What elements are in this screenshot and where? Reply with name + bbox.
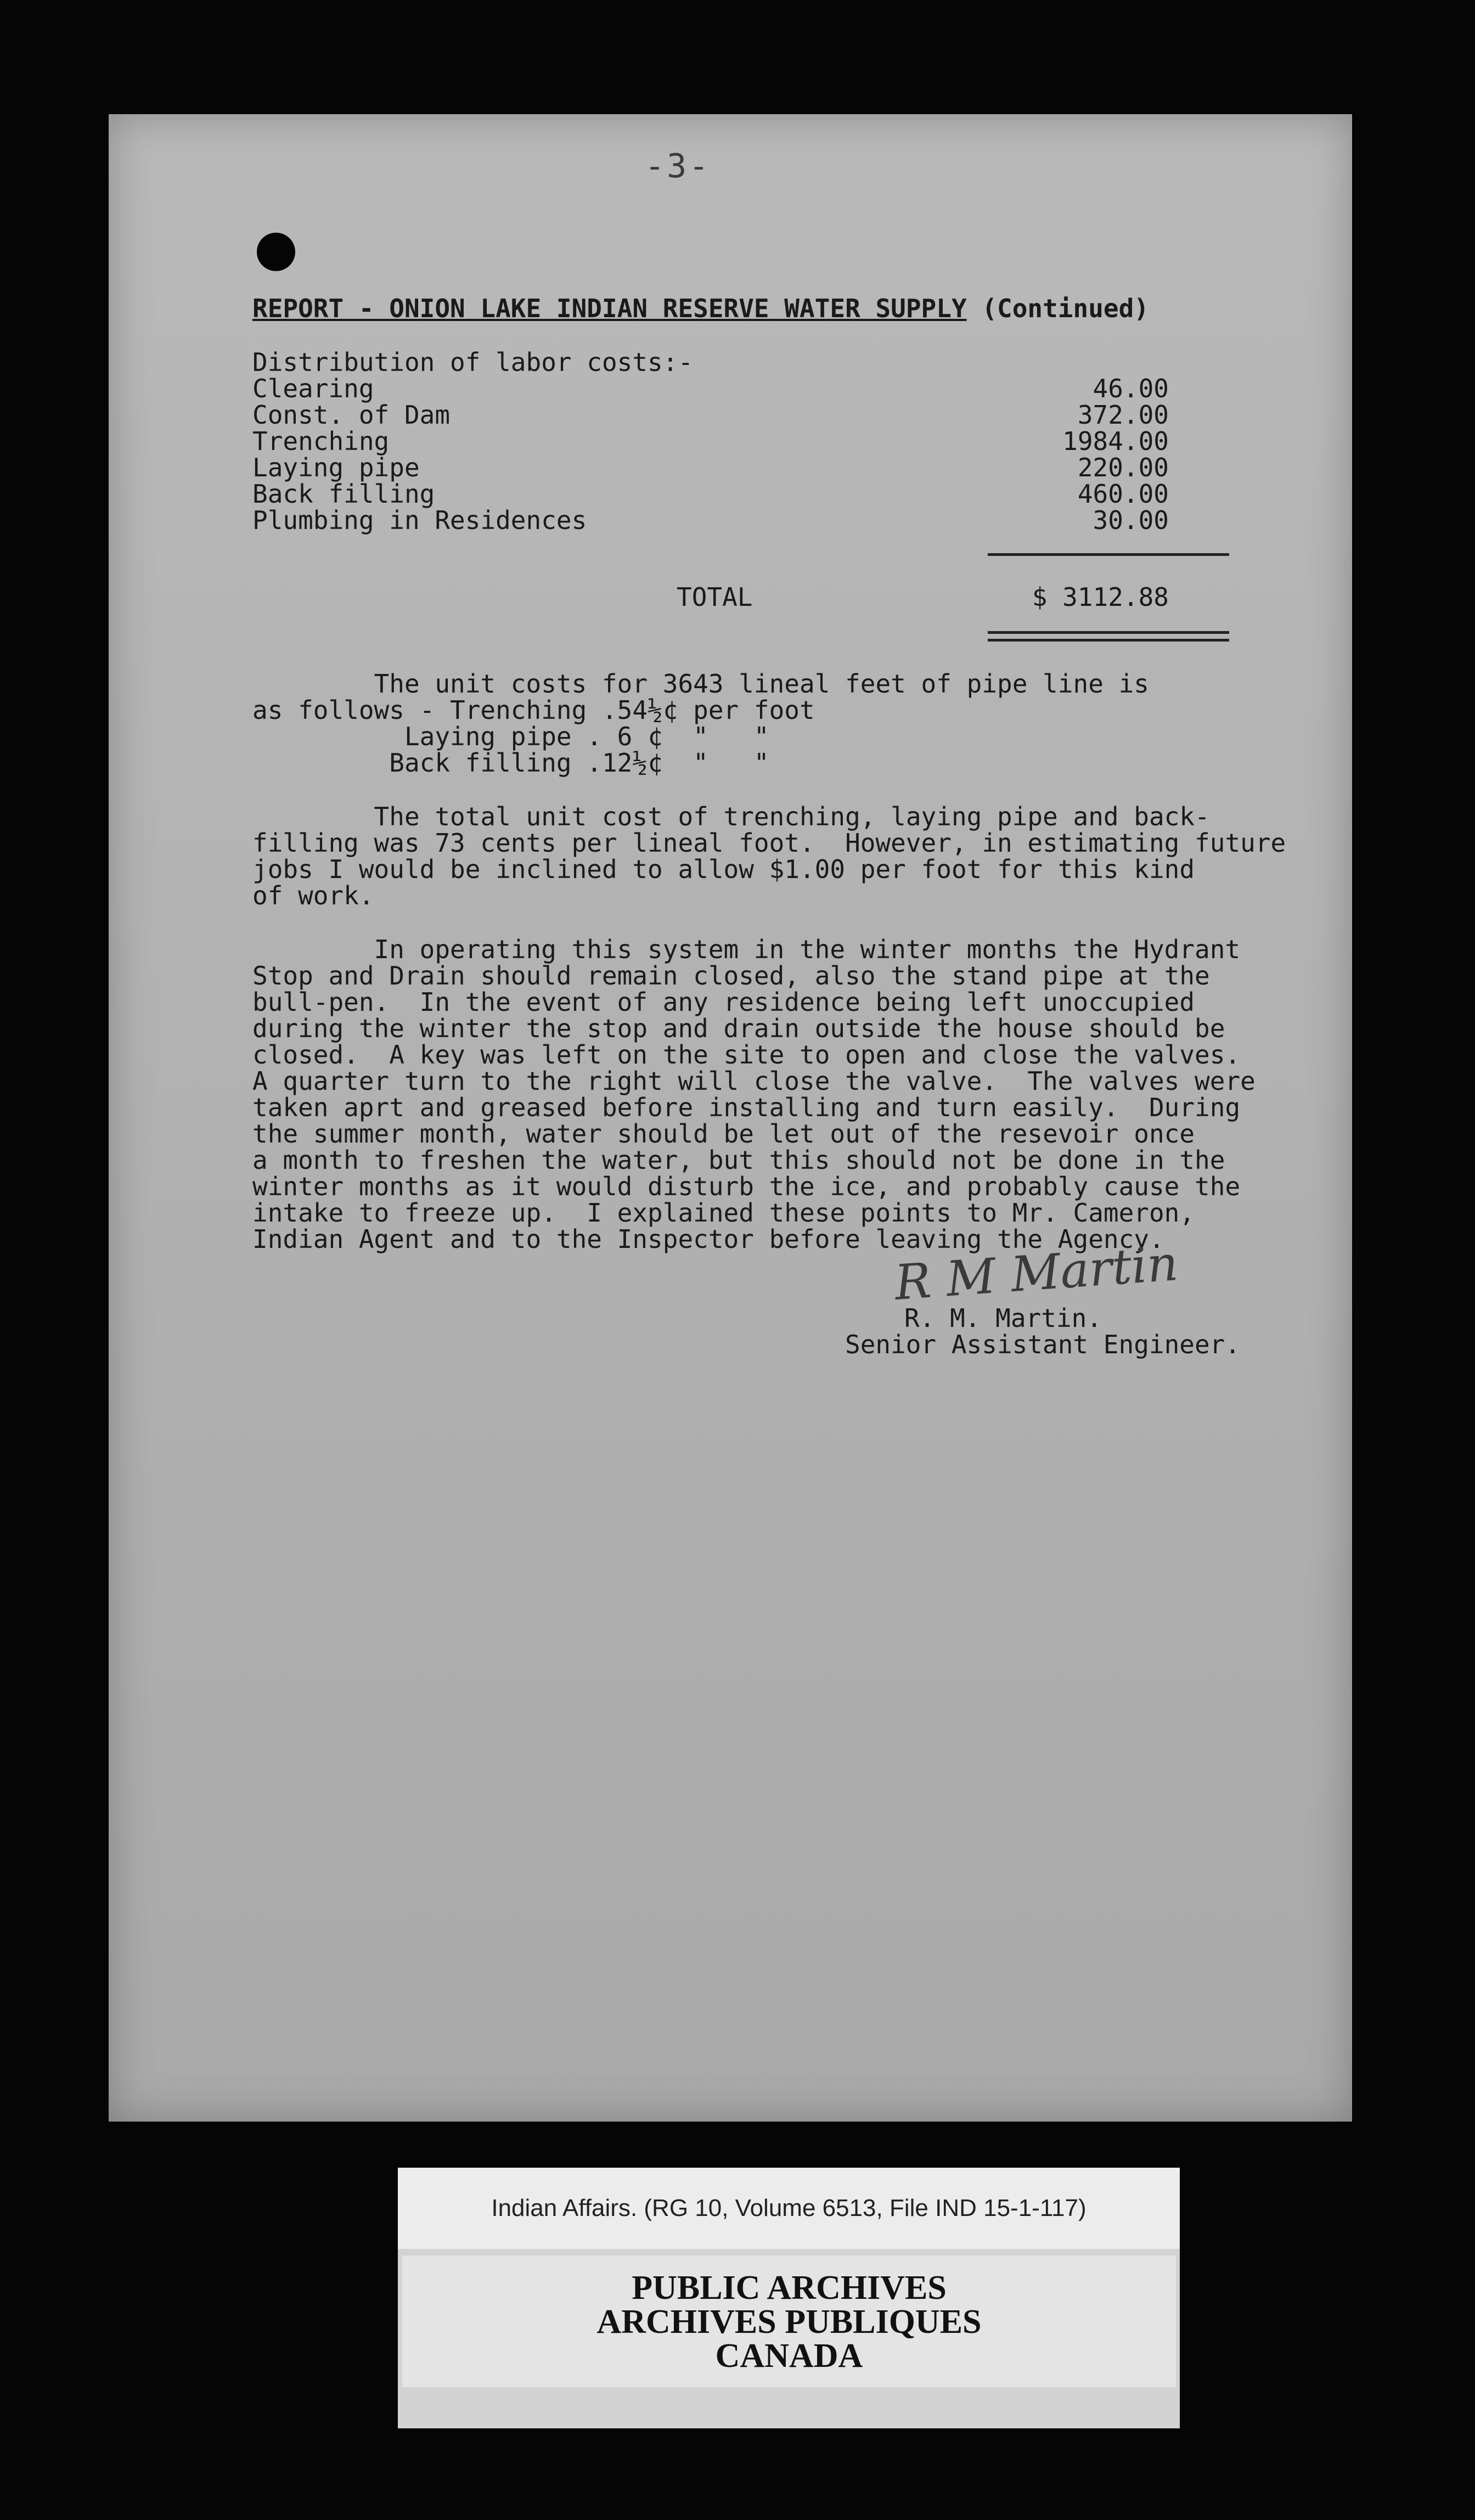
paragraph-line: a month to freshen the water, but this should not be done in the (252, 1145, 1225, 1175)
cost-item-label: Clearing (252, 374, 374, 403)
handwritten-signature: R M Martin (893, 1235, 1180, 1311)
paragraph-line: the summer month, water should be let out of the resevoir once (252, 1119, 1195, 1149)
paragraph-line: filling was 73 cents per lineal foot. However, in estimating future (252, 828, 1286, 858)
cost-item-value: 1984.00 (1062, 426, 1169, 456)
cost-item-label: Plumbing in Residences (252, 505, 587, 535)
paragraph-line: closed. A key was left on the site to open and close the valves. (252, 1040, 1241, 1070)
punch-hole (257, 233, 295, 271)
paragraph-line: A quarter turn to the right will close the valve. The valves were (252, 1066, 1256, 1096)
archive-stamp-line: CANADA (715, 2337, 863, 2375)
paragraph-line: during the winter the stop and drain outside the house should be (252, 1014, 1225, 1043)
paragraph-line: Stop and Drain should remain closed, also the stand pipe at the (252, 961, 1210, 991)
archive-stamp-line: PUBLIC ARCHIVES (632, 2269, 947, 2307)
paragraph-line: In operating this system in the winter months the Hydrant (252, 935, 1241, 964)
signatory-name: R. M. Martin. (904, 1303, 1102, 1333)
cost-item-value: 30.00 (1093, 505, 1169, 535)
paragraph-line: jobs I would be inclined to allow $1.00 per foot for this kind (252, 854, 1195, 884)
unit-cost-line: Back filling .12½¢ " " (252, 748, 769, 778)
total-rule-double-2 (988, 639, 1229, 642)
paragraph-line: taken aprt and greased before installing and turn easily. During (252, 1093, 1241, 1122)
unit-cost-line: The unit costs for 3643 lineal feet of pipe line is (252, 669, 1149, 699)
report-title-suffix: (Continued) (966, 294, 1149, 323)
paragraph-line: winter months as it would disturb the ice, and probably cause the (252, 1172, 1241, 1201)
paragraph-line: Indian Agent and to the Inspector before leaving the Agency. (252, 1224, 1164, 1254)
archive-reference: Indian Affairs. (RG 10, Volume 6513, File IND 15-1-117) (398, 2168, 1180, 2249)
unit-cost-line: as follows - Trenching .54½¢ per foot (252, 695, 815, 725)
paragraph-line: of work. (252, 881, 374, 910)
archive-label (398, 2168, 1180, 2428)
signatory-title: Senior Assistant Engineer. (845, 1330, 1241, 1359)
total-rule-double-1 (988, 631, 1229, 634)
archive-stamp (402, 2255, 1176, 2387)
archive-stamp-line: ARCHIVES PUBLIQUES (596, 2303, 982, 2341)
cost-item-value: 372.00 (1077, 400, 1169, 430)
cost-item-label: Trenching (252, 426, 390, 456)
cost-item-value: 220.00 (1077, 453, 1169, 482)
paragraph-line: bull-pen. In the event of any residence being left unoccupied (252, 987, 1195, 1017)
total-rule-top (988, 553, 1229, 556)
cost-item-label: Laying pipe (252, 453, 420, 482)
costs-heading: Distribution of labor costs:- (252, 347, 694, 377)
cost-item-value: 46.00 (1093, 374, 1169, 403)
cost-item-value: 460.00 (1077, 479, 1169, 509)
unit-cost-line: Laying pipe . 6 ¢ " " (252, 722, 769, 751)
total-label: TOTAL (677, 582, 753, 612)
cost-item-label: Back filling (252, 479, 435, 509)
total-value: $ 3112.88 (1032, 582, 1169, 612)
report-title-main: REPORT - ONION LAKE INDIAN RESERVE WATER SUPPLY (252, 294, 967, 323)
paragraph-line: intake to freeze up. I explained these points to Mr. Cameron, (252, 1198, 1195, 1228)
paragraph-line: The total unit cost of trenching, laying pipe and back- (252, 802, 1210, 831)
binder-tab (1353, 1125, 1369, 1180)
page-number: -3- (645, 147, 711, 185)
report-title (252, 295, 1149, 322)
cost-item-label: Const. of Dam (252, 400, 451, 430)
